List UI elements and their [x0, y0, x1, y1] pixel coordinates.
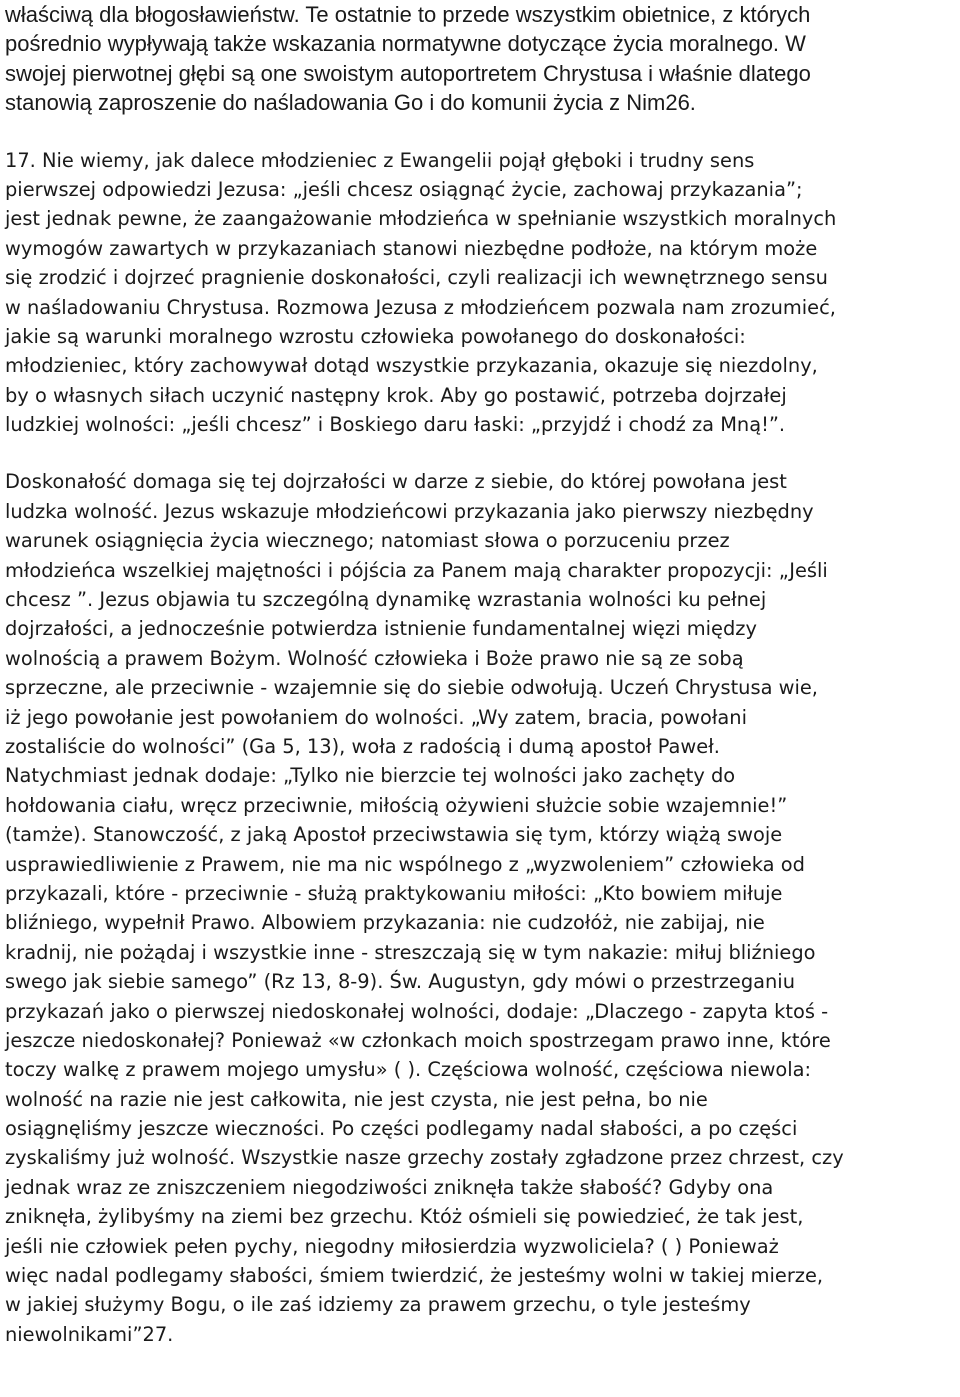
text-line: Natychmiast jednak dodaje: „Tylko nie bierzcie tej wolności jako zachęty do: [5, 764, 736, 788]
text-line: jeśli nie człowiek pełen pychy, niegodny miłosierdzia wyzwoliciela? ( ) Ponieważ: [5, 1234, 779, 1258]
text-line: hołdowania ciału, wręcz przeciwnie, miłością ożywieni służcie sobie wzajemnie!”: [5, 793, 788, 817]
text-line: by o własnych siłach uczynić następny krok. Aby go postawić, potrzeba dojrzałej: [5, 383, 787, 407]
text-line: zyskaliśmy już wolność. Wszystkie nasze grzechy zostały zgładzone przez chrzest, czy: [5, 1146, 844, 1170]
text-line: więc nadal podlegamy słabości, śmiem twierdzić, że jesteśmy wolni w takiej mierze,: [5, 1264, 824, 1288]
text-line: zostaliście do wolności” (Ga 5, 13), woła z radością i dumą apostoł Paweł.: [5, 734, 720, 758]
text-line: jednak wraz ze zniszczeniem niegodziwości zniknęła także słabość? Gdyby ona: [5, 1175, 774, 1199]
doskonalosc-paragraph: [5, 467, 960, 1349]
text-line: iż jego powołanie jest powołaniem do wolności. „Wy zatem, bracia, powołani: [5, 705, 747, 729]
text-line: toczy walkę z prawem mojego umysłu» ( ). Częściowa wolność, częściowa niewola:: [5, 1058, 812, 1082]
text-line: niewolnikami”27.: [5, 1322, 174, 1346]
text-line: wolność na razie nie jest całkowita, nie jest czysta, nie jest pełna, bo nie: [5, 1087, 708, 1111]
text-line: pośrednio wypływają także wskazania normatywne dotyczące życia moralnego. W: [5, 31, 806, 57]
text-line: kradnij, nie pożądaj i wszystkie inne - streszczają się w tym nakazie: miłuj bliźniego: [5, 940, 816, 964]
text-line: swego jak siebie samego” (Rz 13, 8-9). Św. Augustyn, gdy mówi o przestrzeganiu: [5, 970, 795, 994]
text-line: 17. Nie wiemy, jak dalece młodzieniec z Ewangelii pojął głęboki i trudny sens: [5, 148, 755, 172]
text-line: w jakiej służymy Bogu, o ile zaś idziemy za prawem grzechu, o tyle jesteśmy: [5, 1293, 751, 1317]
text-line: młodzieńca wszelkiej majętności i pójścia za Panem mają charakter propozycji: „Jeśli: [5, 558, 828, 582]
text-line: przykazali, które - przeciwnie - służą praktykowaniu miłości: „Kto bowiem miłuje: [5, 881, 783, 905]
text-line: przykazań jako o pierwszej niedoskonałej wolności, dodaje: „Dlaczego - zapyta ktoś -: [5, 999, 829, 1023]
text-line: usprawiedliwienie z Prawem, nie ma nic wspólnego z „wyzwoleniem” człowieka od: [5, 852, 805, 876]
text-line: się zrodzić i dojrzeć pragnienie doskonałości, czyli realizacji ich wewnętrznego sensu: [5, 266, 828, 290]
text-line: stanowią zaproszenie do naśladowania Go i do komunii życia z Nim26.: [5, 90, 696, 116]
text-line: osiągnęliśmy jeszcze wieczności. Po części podlegamy nadal słabości, a po części: [5, 1117, 798, 1141]
text-line: dojrzałości, a jednocześnie potwierdza istnienie fundamentalnej więzi między: [5, 617, 757, 641]
text-line: warunek osiągnięcia życia wiecznego; natomiast słowa o porzuceniu przez: [5, 529, 730, 553]
text-line: (tamże). Stanowczość, z jaką Apostoł przeciwstawia się tym, którzy wiążą swoje: [5, 823, 783, 847]
text-line: wolnością a prawem Bożym. Wolność człowieka i Boże prawo nie są ze sobą: [5, 646, 744, 670]
text-line: młodzieniec, który zachowywał dotąd wszystkie przykazania, okazuje się niezdolny,: [5, 354, 818, 378]
document-page: [5, 0, 960, 1349]
text-line: pierwszej odpowiedzi Jezusa: „jeśli chcesz osiągnąć życie, zachowaj przykazania”;: [5, 177, 803, 201]
text-line: Doskonałość domaga się tej dojrzałości w darze z siebie, do której powołana jest: [5, 470, 787, 494]
text-line: sprzeczne, ale przeciwnie - wzajemnie się do siebie odwołują. Uczeń Chrystusa wie,: [5, 676, 818, 700]
text-line: bliźniego, wypełnił Prawo. Albowiem przykazania: nie cudzołóż, nie zabijaj, nie: [5, 911, 765, 935]
paragraph-gap: [5, 118, 960, 146]
paragraph-gap: [5, 439, 960, 467]
text-line: wymogów zawartych w przykazaniach stanowi niezbędne podłoże, na którym może: [5, 236, 818, 260]
text-line: swojej pierwotnej głębi są one swoistym autoportretem Chrystusa i właśnie dlatego: [5, 60, 811, 86]
section-17-paragraph: [5, 146, 960, 440]
text-line: zniknęła, żylibyśmy na ziemi bez grzechu. Któż ośmieli się powiedzieć, że tak jest,: [5, 1205, 804, 1229]
intro-paragraph: [5, 0, 960, 118]
text-line: ludzkiej wolności: „jeśli chcesz” i Boskiego daru łaski: „przyjdź i chodź za Mną!”.: [5, 413, 786, 437]
text-line: w naśladowaniu Chrystusa. Rozmowa Jezusa z młodzieńcem pozwala nam zrozumieć,: [5, 295, 836, 319]
text-line: właściwą dla błogosławieństw. Te ostatnie to przede wszystkim obietnice, z których: [5, 2, 811, 27]
text-line: jeszcze niedoskonałej? Ponieważ «w członkach moich spostrzegam prawo inne, które: [5, 1028, 831, 1052]
text-line: jakie są warunki moralnego wzrostu człowieka powołanego do doskonałości:: [5, 324, 746, 348]
text-line: chcesz ”. Jezus objawia tu szczególną dynamikę wzrastania wolności ku pełnej: [5, 588, 767, 612]
text-line: ludzka wolność. Jezus wskazuje młodzieńcowi przykazania jako pierwszy niezbędny: [5, 499, 814, 523]
text-line: jest jednak pewne, że zaangażowanie młodzieńca w spełnianie wszystkich moralnych: [5, 207, 837, 231]
